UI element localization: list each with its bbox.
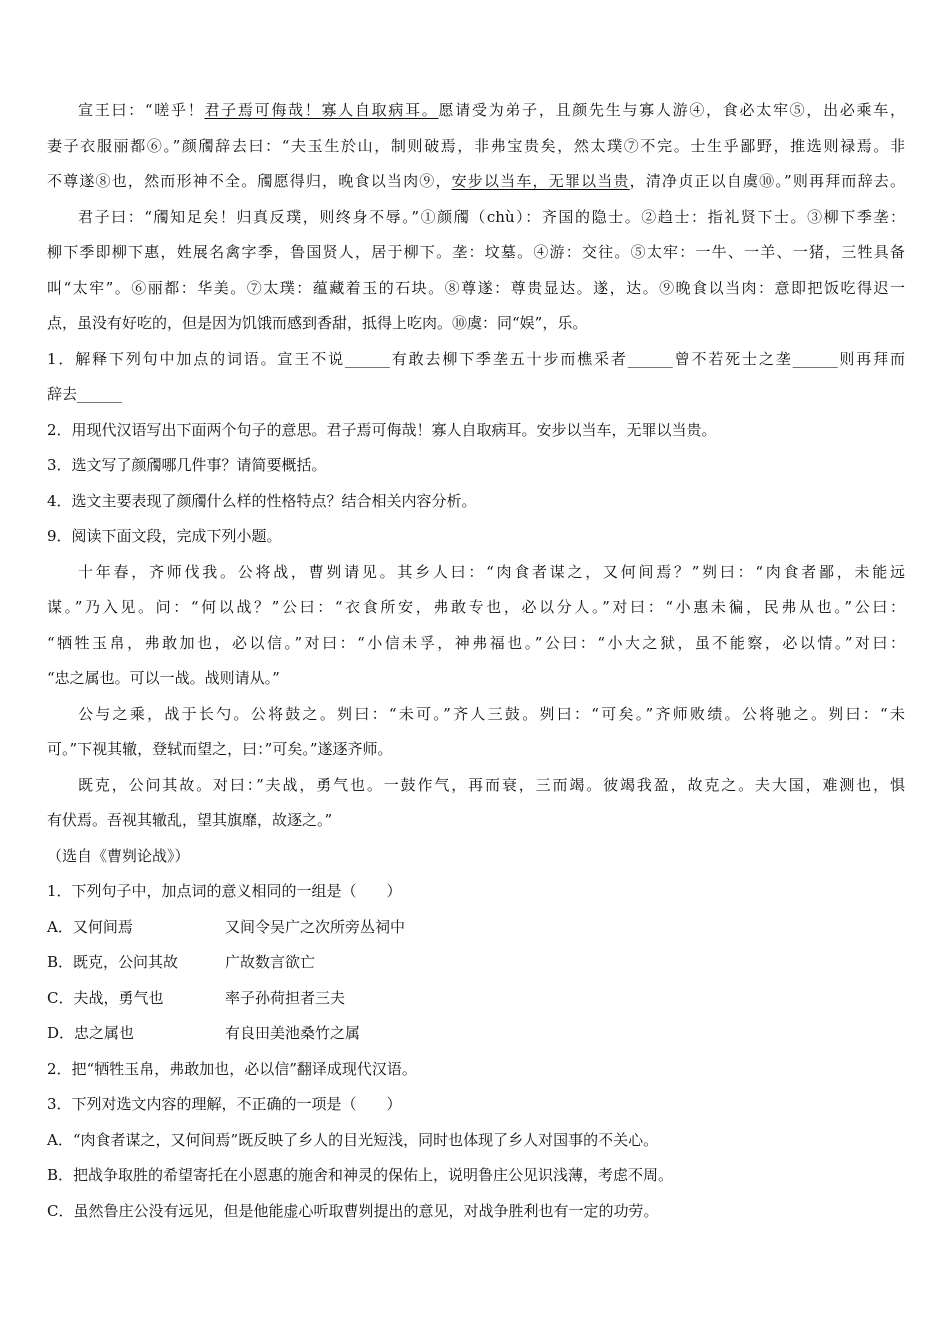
text-segment: 2．用现代汉语写出下面两个句子的意思。君子焉可侮哉！寡人自取病耳。安步以当车，无罪以当贵。 [47,420,717,439]
text-segment: 既克，公问其故。对曰：”夫战，勇气也。一鼓作气，再而衰，三而竭。彼竭我盈，故克之。夫大国，难测也，惧 [78,775,905,794]
text-line [47,594,905,630]
document-body [47,97,905,1233]
option-compare-sentence: 率子孙荷担者三夫 [225,988,346,1007]
text-segment: 有伏焉。吾视其辙乱，望其旗靡，故逐之。” [47,811,333,829]
text-line [47,772,905,808]
text-segment: 2．把“牺牲玉帛，弗敢加也，必以信”翻译成现代汉语。 [47,1059,417,1078]
underlined-sentence: 安步以当车，无罪以当贵 [451,172,630,190]
option-compare-sentence: 有良田美池桑竹之属 [225,1024,361,1042]
text-line [47,1127,905,1163]
text-line [47,346,905,382]
text-line [47,665,905,701]
text-segment: 1．下列句子中，加点词的意义相同的一组是（ ） [47,882,402,900]
option-sentence: D．忠之属也 [47,1024,135,1042]
text-segment: 可。”下视其辙，登轼而望之，曰：”可矣。”遂逐齐师。 [47,740,393,758]
option-sentence: A．又何间焉 [47,917,133,936]
text-line [47,1056,905,1092]
text-segment: 公与之乘，战于长勺。公将鼓之。刿曰：“未可。”齐人三鼓。刿曰：“可矣。”齐师败绩。公将驰之。刿曰：“未 [78,704,905,723]
text-line [47,878,905,914]
option-sentence: C．夫战，勇气也 [47,988,164,1007]
text-segment: 9．阅读下面文段，完成下列小题。 [47,527,282,545]
option-sentence: B．既克，公问其故 [47,953,179,971]
option-compare-sentence: 又间令吴广之次所旁丛祠中 [225,917,406,936]
text-line [47,843,905,879]
text-segment: “牺牲玉帛，弗敢加也，必以信。”对曰：“小信未孚，神弗福也。”公曰：“小大之狱，虽不能察，必以情。”对曰： [47,633,905,652]
text-line [47,417,905,453]
text-line [47,1198,905,1234]
text-segment: 3．下列对选文内容的理解，不正确的一项是（ ） [47,1095,402,1113]
text-line [47,807,905,843]
text-segment: 不尊遂⑧也，然而形神不全。斶愿得归，晚食以当肉⑨， [47,172,452,190]
text-segment: B．把战争取胜的希望寄托在小恩惠的施舍和神灵的保佑上，说明鲁庄公见识浅薄，考虑不周。 [47,1166,674,1184]
text-line [47,204,905,240]
text-segment: ，清净贞正以自虞⑩。”则再拜而辞去。 [629,172,905,190]
text-segment: A．“肉食者谋之，又何间焉”既反映了乡人的目光短浅，同时也体现了乡人对国事的不关心。 [47,1130,659,1149]
option-line [47,1020,905,1056]
text-segment: 辞去______ [47,385,123,403]
text-line [47,275,905,311]
text-segment: 愿请受为弟子，且颜先生与寡人游④，食必太牢⑤，出必乘车， [438,101,905,119]
underlined-sentence: 君子焉可侮哉！寡人自取病耳。 [204,101,439,119]
text-line [47,133,905,169]
option-line [47,914,905,950]
option-line [47,985,905,1021]
text-segment: 4．选文主要表现了颜斶什么样的性格特点？结合相关内容分析。 [47,491,477,510]
text-segment: 十年春，齐师伐我。公将战，曹刿请见。其乡人曰：“肉食者谋之，又何间焉？”刿曰：“肉食者鄙，未能远 [78,562,905,581]
text-segment: 柳下季即柳下惠，姓展名禽字季，鲁国贤人，居于柳下。垄：坟墓。④游：交往。⑤太牢：一牛、一羊、一猪，三牲具备 [47,243,905,261]
text-line [47,1162,905,1198]
text-line [47,559,905,595]
text-segment: C．虽然鲁庄公没有远见，但是他能虚心听取曹刿提出的意见，对战争胜利也有一定的功劳。 [47,1201,659,1220]
option-line [47,949,905,985]
text-line [47,736,905,772]
text-segment: 妻子衣服丽都⑥。”颜斶辞去曰：“夫玉生於山，制则破焉，非弗宝贵矣，然太璞⑦不完。士生乎鄙野，推选则禄焉。非 [47,136,905,155]
text-line [47,488,905,524]
text-line [47,97,905,133]
text-line [47,701,905,737]
text-segment: 点，虽没有好吃的，但是因为饥饿而感到香甜，抵得上吃肉。⑩虞：同“娱”，乐。 [47,314,588,332]
text-line [47,168,905,204]
text-line [47,239,905,275]
text-line [47,381,905,417]
text-segment: 谋。”乃入见。问：“何以战？”公曰：“衣食所安，弗敢专也，必以分人。”对曰：“小惠未徧，民弗从也。”公曰： [47,598,905,616]
text-line [47,630,905,666]
text-line [47,523,905,559]
text-segment: “忠之属也。可以一战。战则请从。” [47,669,280,687]
text-segment: 君子曰：“斶知足矣！归真反璞，则终身不辱。”①颜斶（chù）：齐国的隐士。②趋士：指礼贤下士。③柳下季垄： [78,207,905,226]
text-line [47,1091,905,1127]
text-segment: 1．解释下列句中加点的词语。宣王不说______有敢去柳下季垄五十步而樵采者______曾不若死士之垄______则再拜而 [47,349,905,368]
text-line [47,452,905,488]
text-line [47,310,905,346]
text-segment: 叫“太牢”。⑥丽都：华美。⑦太璞：蕴藏着玉的石块。⑧尊遂：尊贵显达。遂，达。⑨晚食以当肉：意即把饭吃得迟一 [47,278,905,297]
text-segment: （选自《曹刿论战》） [47,846,190,865]
option-compare-sentence: 广故数言欲亡 [225,953,316,971]
text-segment: 宣王曰：“嗟乎！ [78,101,205,119]
text-segment: 3．选文写了颜斶哪几件事？请简要概括。 [47,456,327,474]
